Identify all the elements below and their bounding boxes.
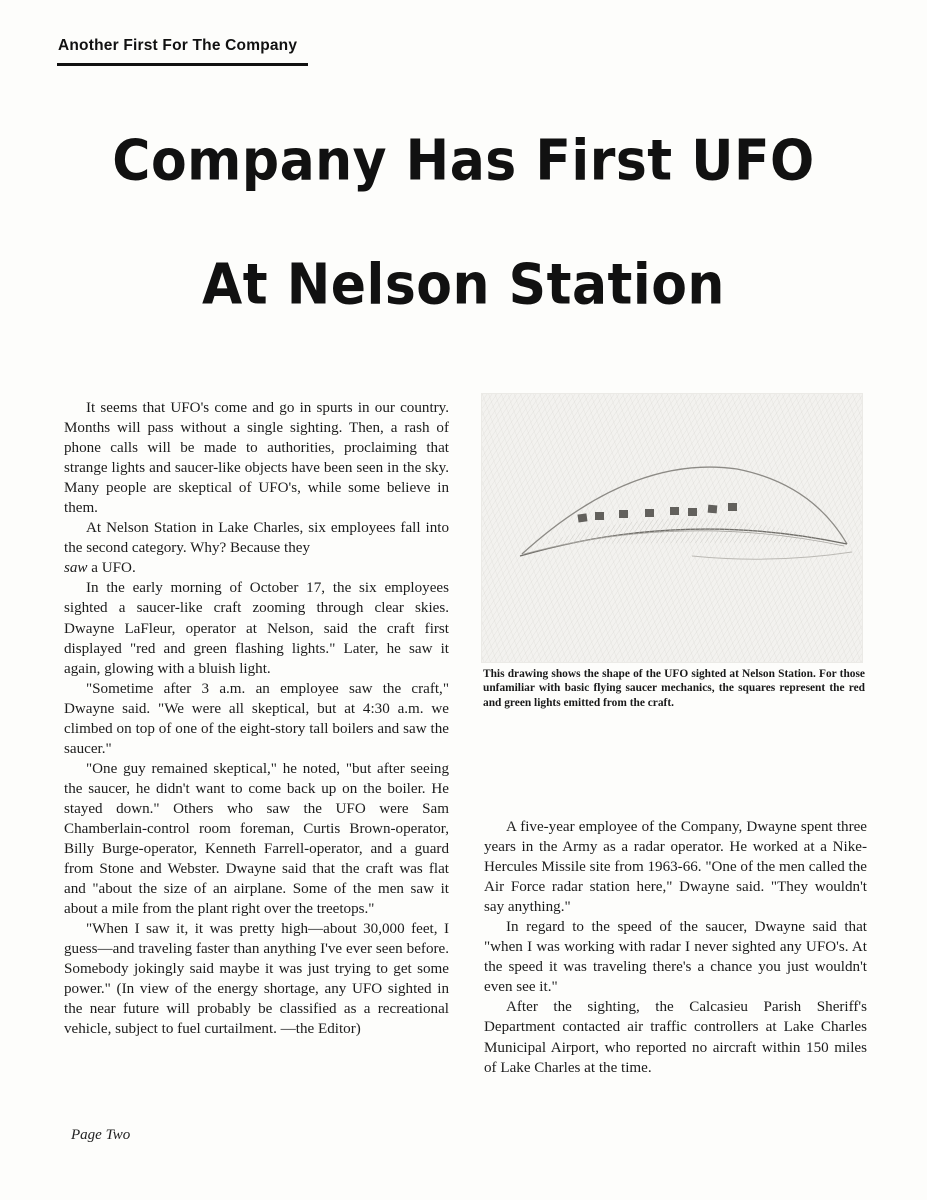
- section-label: Another First For The Company: [58, 37, 298, 54]
- ufo-sketch-illustration: [482, 394, 862, 662]
- headline-line-1: Company Has First UFO: [112, 128, 815, 194]
- article-paragraph: In the early morning of October 17, the six employees sighted a saucer-like craft zooming through clear skies. Dwayne LaFleur, operator at Nelson, said the craft first displayed "red and green flashing lights." Later, he saw it again, glowing with a bluish light.: [64, 580, 449, 677]
- section-label-underline: [57, 63, 308, 66]
- article-paragraph: "One guy remained skeptical," he noted, "but after seeing the saucer, he didn't want to come back up on the boiler. He stayed down." Others who saw the UFO were Sam Chamberlain-control room foreman, Curtis Brown-operator, Billy Burge-operator, Kenneth Farrell-operator, and a guard from Stone and Webster. Dwayne said that the craft was flat and "about the size of an airplane. Some of the men saw it about a mile from the plant right over the treetops.": [64, 760, 449, 918]
- article-paragraph: "Sometime after 3 a.m. an employee saw the craft," Dwayne said. "We were all skeptical, but at 4:30 a.m. we climbed on top of one of the eight-story tall boilers and saw the saucer.": [64, 680, 449, 757]
- article-paragraph: In regard to the speed of the saucer, Dwayne said that "when I was working with radar I never sighted any UFO's. At the speed it was traveling there's a chance you just wouldn't even see it.": [484, 919, 867, 996]
- article-paragraph: "When I saw it, it was pretty high—about 30,000 feet, I guess—and traveling faster than anything I've ever seen before. Somebody jokingly said maybe it was just trying to get some power." (In view of the energy shortage, any UFO sighted in the near future will probably be classified as a recreational vehicle, subject to fuel curtailment. —the Editor): [64, 921, 449, 1038]
- article-paragraph: It seems that UFO's come and go in spurts in our country. Months will pass without a single sighting. Then, a rash of phone calls will be made to authorities, proclaiming that strange lights and saucer-like objects have been seen in the sky. Many people are skeptical of UFO's, while some believe in them.: [64, 400, 449, 517]
- page-number: Page Two: [71, 1127, 131, 1143]
- emphasized-word: saw: [64, 560, 88, 577]
- article-paragraph: After the sighting, the Calcasieu Parish Sheriff's Department contacted air traffic controllers at Lake Charles Municipal Airport, who reported no aircraft within 150 miles of Lake Charles at the time.: [484, 999, 867, 1076]
- headline-line-2: At Nelson Station: [202, 252, 725, 318]
- figure-caption: This drawing shows the shape of the UFO sighted at Nelson Station. For those unfamiliar with basic flying saucer mechanics, the squares represent the red and green lights emitted from the craft.: [483, 668, 865, 709]
- article-paragraph: A five-year employee of the Company, Dwayne spent three years in the Army as a radar operator. He worked at a Nike-Hercules Missile site from 1963-66. "One of the men called the Air Force radar station here," Dwayne said. "They wouldn't say anything.": [484, 819, 867, 916]
- ufo-drawing: [481, 393, 863, 663]
- article-left-column: [64, 398, 449, 1040]
- paragraph-text: At Nelson Station in Lake Charles, six employees fall into the second category. Why? Because they: [64, 520, 449, 557]
- article-paragraph: [64, 518, 449, 578]
- article-right-column: [484, 817, 867, 1078]
- paragraph-tail: a UFO.: [87, 560, 136, 577]
